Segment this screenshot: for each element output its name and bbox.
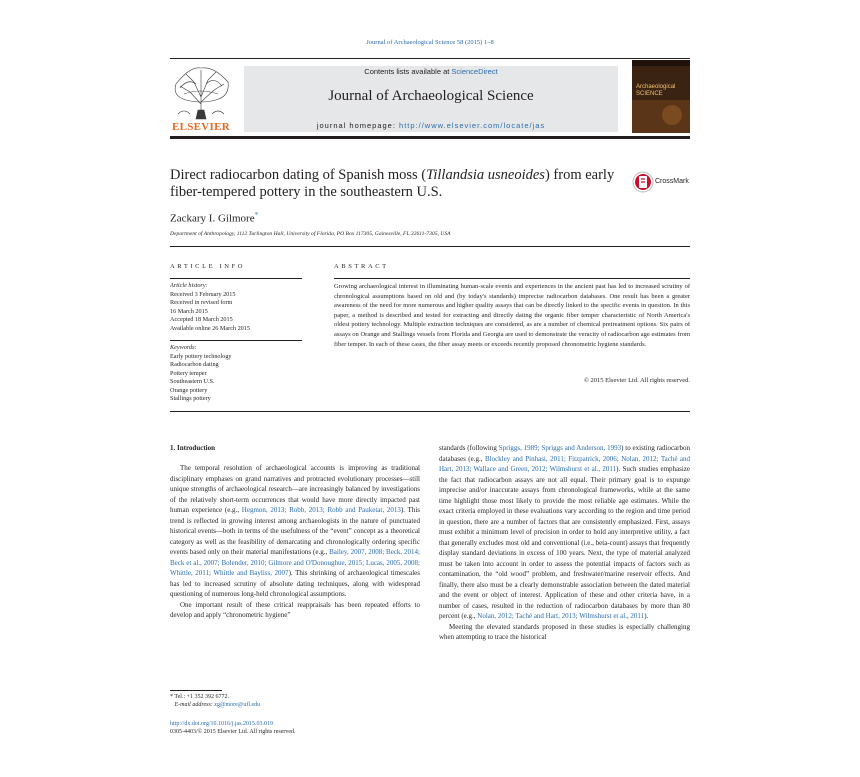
author-affiliation: Department of Anthropology, 1112 Turlington Hall, University of Florida, PO Box 117305, Gainesville, FL 32611-7305, USA: [170, 231, 451, 237]
text-run: ). This shrinking of archaeological timescales has led to increased scrutiny of absolute dating techniques, along with widespread questioning of numerous long-held chronological assumptions.: [170, 569, 420, 598]
article-info-rule: [170, 278, 302, 279]
text-run: ). This trend is reflected in growing interest among archaeologists in the nature of punctuated historical events—both in terms of the usefulness of the “event” concept as a theoretical category as well as the feasibility of demarcating and chronologically ordering specific events based only on their material manifestations (e.g.,: [170, 506, 420, 556]
crossmark-icon[interactable]: [632, 171, 654, 193]
journal-citation[interactable]: Journal of Archaeological Science 58 (2015) 1–8: [366, 39, 494, 46]
history-label: Article history:: [170, 282, 208, 289]
reference-link[interactable]: Bailey, 2007, 2008; Beck, 2014; Beck et al., 2007; Bolender, 2010; Gilmore and O'Donoughue, 2015; Lucas, 2005, 2008; Whittle, 2011; Whittle and Bayliss, 2007: [170, 548, 421, 577]
section-heading-introduction: 1. Introduction: [170, 444, 215, 452]
header-bottom-rule: [170, 136, 690, 139]
history-item: Available online 26 March 2015: [170, 324, 250, 332]
reference-link[interactable]: Blockley and Pinhasi, 2011; Fitzpatrick, 2006; Nolan, 2012; Taché and Hart, 2013; Wallace and Green, 2012; Wilmshurst et al., 2011: [439, 454, 690, 473]
email-link[interactable]: zg@more@ufl.edu: [214, 702, 261, 709]
text-run: standards (following: [439, 444, 499, 452]
header-top-rule: [170, 58, 690, 59]
article-info-heading: ARTICLE INFO: [170, 263, 246, 270]
doi-block: [170, 720, 420, 737]
abstract-heading: ABSTRACT: [334, 263, 389, 270]
article-title: [170, 167, 620, 201]
paragraph: One important result of these critical reappraisals has been repeated efforts to develop and apply “chronometric hygiene”: [170, 600, 420, 619]
body-column-left: [170, 463, 420, 621]
reference-link[interactable]: Hegmon, 2013; Robb, 2013; Robb and Pauketat, 2013: [241, 506, 401, 514]
keyword-item: Early pottery technology: [170, 352, 232, 360]
history-item: 16 March 2015: [170, 307, 208, 315]
text-run: The temporal resolution of archaeological accounts is improving as traditional disciplinary emphases on grand narratives and protracted evolutionary processes—still unique strengths of archaeological research—are increasingly balanced by investigations of the relatively short-term occurrences that would have more directly impacted past human experience (e.g.,: [170, 464, 420, 514]
journal-title: Journal of Archaeological Science: [328, 88, 534, 104]
journal-masthead: [244, 66, 618, 132]
abstract-copyright: © 2015 Elsevier Ltd. All rights reserved.: [583, 377, 690, 384]
sciencedirect-link[interactable]: ScienceDirect: [451, 67, 498, 76]
author-name: [170, 211, 258, 225]
body-column-right: [439, 443, 690, 643]
history-item: Accepted 18 March 2015: [170, 316, 233, 323]
author-footnote: [170, 693, 420, 710]
journal-cover: [632, 60, 690, 133]
cover-title: Archaeological SCIENCE: [636, 84, 676, 97]
keywords: [170, 344, 302, 404]
issn-line: 0305-4403/© 2015 Elsevier Ltd. All rights reserved.: [170, 729, 296, 736]
doi-link[interactable]: http://dx.doi.org/10.1016/j.jas.2015.03.019: [170, 721, 274, 727]
abstract-rule: [334, 278, 690, 279]
reference-link[interactable]: Nolan, 2012; Taché and Hart, 2013; Wilmshurst et al., 2011: [477, 612, 645, 620]
title-part-1: Direct radiocarbon dating of Spanish moss (: [170, 167, 427, 183]
keyword-item: Pottery temper: [170, 369, 207, 377]
title-species: Tillandsia usneoides: [426, 167, 545, 183]
keyword-item: Orange pottery: [170, 386, 208, 394]
email-label: E-mail address:: [174, 702, 213, 709]
paragraph: [439, 443, 690, 622]
body-rule: [170, 411, 690, 412]
crossmark-label[interactable]: CrossMark: [655, 178, 689, 185]
contents-line: [244, 67, 618, 76]
author: Zackary I. Gilmore: [170, 212, 255, 225]
history-item: Received in revised form: [170, 299, 233, 306]
journal-homepage: [244, 121, 618, 130]
contents-prefix: Contents lists available at: [364, 67, 450, 76]
keyword-item: Stallings pottery: [170, 395, 211, 402]
meta-rule: [170, 246, 690, 247]
homepage-link[interactable]: http://www.elsevier.com/locate/jas: [399, 121, 546, 130]
footnote-email: [170, 701, 420, 709]
text-run: ).: [644, 612, 649, 620]
text-run: ). Such studies emphasize the fact that radiocarbon assays are not all equal. Their primary goal is to expunge imprecise and/or inaccurate assays from chronological frameworks, while at the same time highlight those most likely to provide the most reliable age estimates. While the exact criteria employed in these evaluations vary according to the region and time period in question, there are a number of factors that are consistently emphasized. First, assays must exhibit a minimum level of precision in order to hold any interpretive utility, a fact that generally excludes most old and conventional (i.e., beta-count) assays that frequently display standard deviations in excess of 100 years. Next, the type of material analyzed must be taken into account in order to assess the potential impacts of factors such as contamination, the “old wood” problem, and freshwater/marine reservoir effects. And finally, there also must be a clearly demonstrable association between the dated material and the event or object of interest. Application of these and other criteria have, in a number of cases, resulted in the reduction of radiocarbon databases by more than 80 percent (e.g.,: [439, 465, 691, 620]
footnote-tel: * Tel.: +1 352 392 6772.: [170, 694, 230, 700]
keywords-label: Keywords:: [170, 344, 197, 351]
abstract-text: Growing archaeological interest in illuminating human-scale events and experiences in the ancient past has led to increased scrutiny of chronological assumptions based on old and (by today's standards) imprecise radiocarbon databases. One result has been a greater awareness of the need for more numerous and higher quality assays that can be directly linked to the specific events in question. In this paper, a method is described and tested for extracting and directly dating the organic fiber temper characteristic of North America's oldest pottery technology. Multiple extraction techniques are considered, as are a number of chemical pretreatment options. Six pairs of assays on Orange and Stallings vessels from Florida and Georgia are used to demonstrate the veracity of radiocarbon age estimates from fiber temper. In each of these cases, the fiber assay meets or exceeds recently proposed chronometric hygiene standards.: [334, 283, 690, 348]
reference-link[interactable]: Spriggs, 1989; Spriggs and Anderson, 1993: [498, 444, 622, 452]
footnote-rule: [170, 690, 222, 691]
history-item: Received 3 February 2015: [170, 290, 236, 298]
elsevier-wordmark: ELSEVIER: [171, 121, 231, 133]
author-footnote-mark[interactable]: *: [254, 211, 259, 219]
text-run: ) to existing radiocarbon databases (e.g.,: [439, 444, 690, 463]
article-history: [170, 282, 302, 333]
paragraph: Meeting the elevated standards proposed in these studies is especially challenging when attempting to trace the historical: [439, 622, 690, 641]
title-part-2: ) from early fiber-tempered pottery in the southeastern U.S.: [170, 167, 615, 200]
keyword-item: Southeastern U.S.: [170, 378, 215, 385]
paragraph: [170, 463, 420, 600]
homepage-label: journal homepage:: [316, 121, 396, 130]
keywords-rule: [170, 340, 302, 341]
keyword-item: Radiocarbon dating: [170, 361, 219, 368]
